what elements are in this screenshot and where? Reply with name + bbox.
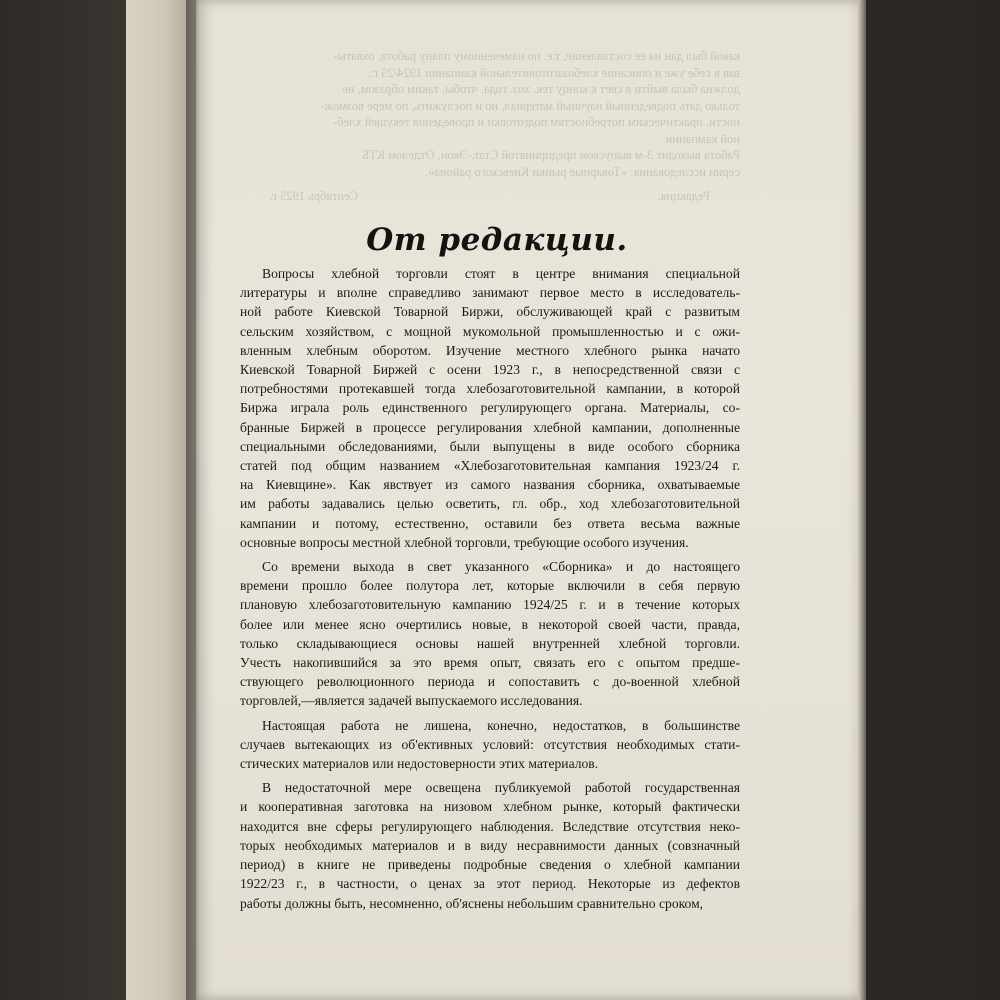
bleed-through-date: Сентябрь 1925 г. bbox=[270, 189, 359, 203]
text-line: ствующего революционного периода и сопоставить с до-военной хлебной bbox=[240, 674, 740, 690]
text-line: Настоящая работа не лишена, конечно, недостатков, в большинстве bbox=[262, 717, 740, 733]
paragraph bbox=[240, 264, 740, 552]
text-line: стических материалов или недостоверности этих материалов. bbox=[240, 756, 599, 772]
text-line: работы должны быть, несомненно, об'яснены небольшим сравнительно сроком, bbox=[240, 895, 704, 911]
text-line: Киевской Товарной Биржей с осени 1923 г., в непосредственной связи с bbox=[240, 362, 740, 378]
bleed-through-line: какой был дан на ее составление, т.е. по намеченному плану работа, охваты- bbox=[333, 49, 740, 63]
paragraph bbox=[240, 716, 740, 774]
text-line: бранные Биржей в процессе регулирования хлебной кампании, дополненные bbox=[240, 419, 740, 435]
text-line: Вопросы хлебной торговли стоят в центре внимания специальной bbox=[262, 266, 740, 281]
text-line: 1922/23 г., в частности, о ценах за этот период. Некоторые из дефектов bbox=[240, 876, 740, 892]
page-heading: От редакции. bbox=[366, 222, 628, 258]
bleed-through-line: только дать подведенный научный материал, но и послужить, по мере возмож- bbox=[320, 98, 740, 113]
text-line: вленным хлебным оборотом. Изучение местного хлебного рынка начато bbox=[240, 342, 740, 358]
paragraph bbox=[240, 778, 740, 912]
text-line: специальными обследованиями, были выпущены в виде особого сборника bbox=[240, 438, 740, 454]
paragraph bbox=[240, 557, 740, 711]
text-line: плановую хлебозаготовительную кампанию 1924/25 г. и в течение которых bbox=[240, 597, 740, 613]
page-right-edge bbox=[858, 0, 866, 1000]
text-line: им работы задавались целью осветить, гл. обр., ход хлебозаготовительной bbox=[240, 496, 740, 512]
text-line: случаев вытекающих из об'ективных условий: отсутствия необходимых стати- bbox=[240, 736, 740, 752]
text-line: торговлей,—является задачей выпускаемого исследования. bbox=[240, 693, 583, 709]
text-line: период) в книге не приведены подробные сведения о хлебной кампании bbox=[240, 857, 740, 873]
text-line: более или менее ясно очертились новые, в некоторой своей части, правда, bbox=[240, 616, 740, 632]
bleed-through-line: ности, практическим потребностям подготовки и проведения текущей хлеб- bbox=[333, 115, 740, 129]
text-line: ной работе Киевской Товарной Биржи, обслуживающей край с развитым bbox=[240, 304, 740, 320]
gutter-shadow bbox=[186, 0, 200, 1000]
text-line: времени прошло более полутора лет, которые включили в себя первую bbox=[240, 578, 740, 594]
bleed-through-line: вая в себе уже и описание хлебозаготовительной кампании 1924/25 г., bbox=[368, 65, 740, 80]
text-line: и кооперативная заготовка на низовом хлебном рынке, который фактически bbox=[240, 799, 740, 815]
body-text bbox=[240, 264, 740, 918]
text-line: статей под общим названием «Хлебозаготовительная кампания 1923/24 г. bbox=[240, 458, 740, 474]
bleed-through-line: Работа выходит 3-м выпуском предпринятой Стат.-Экон. Отделом КТБ bbox=[361, 148, 740, 162]
text-line: только складывающиеся основы нашей внутренней хлебной торговли. bbox=[240, 635, 740, 651]
text-line: на Киевщине». Как явствует из самого названия сборника, охватываемые bbox=[240, 477, 740, 493]
text-line: кампании и потому, естественно, оставили без ответа весьма важные bbox=[240, 515, 740, 531]
bleed-through-line: серии исследования: «Товарные рынки Киевского района». bbox=[425, 164, 740, 179]
bleed-through-text bbox=[240, 48, 740, 205]
bleed-through-lines bbox=[240, 48, 740, 180]
text-line: основные вопросы местной хлебной торговли, требующие особого изучения. bbox=[240, 534, 689, 550]
text-line: Биржа играла роль единственного регулирующего органа. Материалы, со- bbox=[240, 400, 740, 416]
text-line: Со времени выхода в свет указанного «Сборника» и до настоящего bbox=[262, 559, 740, 575]
text-line: потребностями протекавшей тогда хлебозаготовительной кампании, в которой bbox=[240, 381, 740, 397]
text-line: Учесть накопившийся за это время опыт, связать его с опытом предше- bbox=[240, 655, 740, 671]
bleed-through-line: ной кампании. bbox=[662, 131, 740, 146]
bleed-through-signature: Редакция. bbox=[657, 189, 710, 203]
text-line: В недостаточной мере освещена публикуемой работой государственная bbox=[262, 780, 740, 796]
text-line: сельским хозяйством, с мощной мукомольной промышленностью и с ожи- bbox=[240, 323, 740, 339]
bleed-through-sign bbox=[240, 188, 740, 205]
bleed-through-line: должна была выйти в свет к концу тек. хоз. года, чтобы, таким образом, не bbox=[342, 82, 740, 96]
text-line: литературы и вполне справедливо занимают первое место в исследователь- bbox=[240, 285, 740, 301]
text-line: находится вне сферы регулирующего наблюдения. Вследствие отсутствия неко- bbox=[240, 818, 740, 834]
text-line: торых необходимых материалов и в виду несравнимости данных (совзначный bbox=[240, 837, 740, 853]
